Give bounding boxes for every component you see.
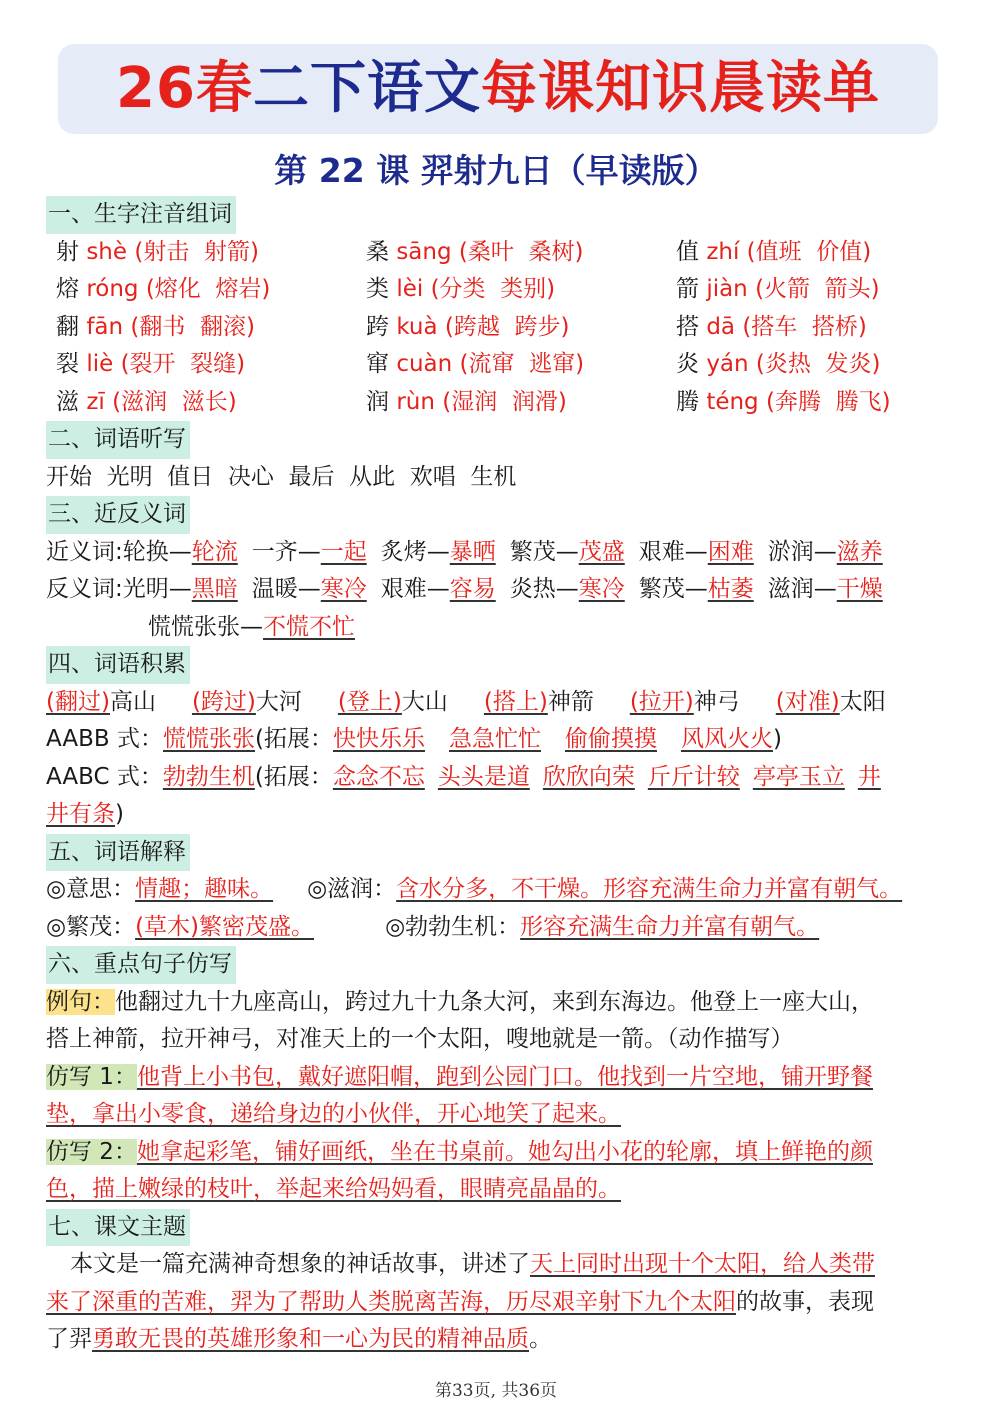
theme-text: 。: [529, 1326, 552, 1352]
theme-highlight: 勇敢无畏的英雄形象和一心为民的精神品质: [92, 1326, 529, 1352]
explanation-row-2: [46, 909, 951, 947]
antonyms-word: 炎热—: [509, 576, 579, 602]
example-label: 例句：: [46, 988, 115, 1015]
character: 值: [676, 238, 699, 265]
antonyms-answer: 枯萎: [707, 576, 754, 602]
imitate2-line-2: [46, 1171, 951, 1209]
imitate2-text: 她拿起彩笔，铺好画纸，坐在书桌前。她勾出小花的轮廓，填上鲜艳的颜: [136, 1138, 873, 1165]
explanation-term: ◎勃勃生机：: [385, 913, 521, 940]
pinyin: sāng: [396, 238, 452, 265]
character: 翻: [56, 313, 79, 340]
character: 熔: [56, 276, 79, 302]
antonyms-extra-row: [46, 609, 951, 647]
theme-line-2: [46, 1284, 951, 1322]
section-heading-sentences: 六、重点句子仿写: [46, 946, 236, 984]
word-group: (流窜 逃窜): [459, 351, 585, 377]
character: 搭: [676, 313, 699, 340]
title-part-name: 每课知识晨读单: [480, 56, 880, 121]
synonyms-word: 艰难—: [638, 538, 708, 565]
theme-text: 的故事，表现: [736, 1288, 874, 1315]
aabb-close: ): [772, 726, 782, 752]
aabc-wrap-word: 井有条: [46, 801, 115, 827]
pinyin: yán: [706, 351, 749, 377]
antonyms-answer: 干燥: [836, 576, 883, 602]
dictation-words: 开始 光明 值日 决心 最后 从此 欢唱 生机: [46, 463, 517, 490]
pinyin: zī: [86, 388, 105, 415]
word-group: (火箭 箭头): [755, 276, 880, 302]
lesson-subtitle: 第 22 课 羿射九日（早读版）: [274, 151, 718, 190]
explanation-definition: 形容充满生命力并富有朝气。: [520, 913, 820, 940]
pinyin: shè: [86, 238, 128, 265]
synonyms-answer: 困难: [707, 538, 754, 565]
title-part-year: 26春: [116, 56, 253, 121]
antonyms-answer: 容易: [449, 576, 496, 602]
character-entry: [356, 384, 666, 422]
aabb-extension-word: 偷偷摸摸: [564, 726, 657, 752]
synonyms-label: 近义词:: [46, 538, 123, 565]
character-grid: [46, 234, 951, 422]
character: 滋: [56, 388, 79, 415]
synonyms-answer: 茂盛: [578, 538, 625, 565]
verb-answer: (登上): [337, 688, 402, 715]
content: [46, 196, 951, 1359]
character: 射: [56, 238, 79, 265]
aabc-extension-word: 井: [857, 763, 881, 790]
antonyms-label: 反义词:: [46, 576, 123, 602]
antonyms-word: 温暖—: [251, 576, 321, 602]
character-entry: [356, 309, 666, 347]
section-heading-explanations: 五、词语解释: [46, 834, 190, 872]
character: 裂: [56, 351, 79, 377]
antonym-extra-word: 慌慌张张—: [148, 613, 263, 640]
verb-noun-row: [46, 684, 951, 722]
word-group: (熔化 熔岩): [145, 276, 271, 302]
noun-word: 大山: [401, 688, 448, 715]
character-entry: [666, 384, 951, 422]
aabb-extension-word: 快快乐乐: [332, 726, 425, 752]
antonyms-word: 滋润—: [767, 576, 837, 602]
character-entry: [666, 309, 951, 347]
section-heading-characters: 一、生字注音组词: [46, 196, 236, 234]
section-heading-accumulation: 四、词语积累: [46, 646, 190, 684]
word-group: (分类 类别): [430, 276, 556, 302]
pinyin: cuàn: [396, 351, 453, 377]
aabc-wrap-row: [46, 796, 951, 834]
noun-word: 大河: [255, 688, 302, 715]
character: 跨: [366, 313, 389, 340]
explanation-term: ◎意思：: [46, 876, 136, 902]
theme-text: 本文是一篇充满神奇想象的神话故事，讲述了: [70, 1251, 530, 1277]
pinyin: kuà: [396, 313, 438, 340]
character: 类: [366, 276, 389, 302]
synonyms-answer: 暴晒: [449, 538, 496, 565]
verb-answer: (搭上): [483, 688, 548, 715]
imitate2-label: 仿写 2：: [46, 1138, 137, 1165]
word-group: (炎热 发炎): [755, 351, 881, 377]
imitate1-line-1: [46, 1059, 951, 1097]
aabb-extension-word: 风风火火: [680, 726, 773, 752]
synonyms-word: 轮换—: [122, 538, 192, 565]
word-group: (桑叶 桑树): [458, 238, 584, 265]
section-heading-dictation: 二、词语听写: [46, 421, 190, 459]
word-group: (射击 射箭): [134, 238, 259, 265]
synonyms-word: 繁茂—: [509, 538, 579, 565]
explanation-term: ◎滋润：: [307, 876, 397, 902]
aabc-extension-word: 斤斤计较: [647, 763, 740, 790]
character-entry: [356, 234, 666, 272]
page-title: [58, 44, 938, 134]
aabb-main: 慌慌张张: [162, 726, 255, 752]
aabc-main: 勃勃生机: [162, 763, 255, 790]
synonyms-answer: 滋养: [836, 538, 883, 565]
character-entry: [46, 271, 356, 309]
synonyms-answer: 轮流: [191, 538, 238, 565]
verb-answer: (翻过): [46, 688, 110, 715]
theme-highlight: 天上同时出现十个太阳，给人类带: [530, 1251, 875, 1277]
aabb-ext-label: (拓展：: [254, 726, 333, 752]
antonyms-row: [46, 571, 951, 609]
verb-answer: (跨过): [191, 688, 256, 715]
example-line-2: 搭上神箭，拉开神弓，对准天上的一个太阳，嗖地就是一箭。（动作描写）: [46, 1026, 794, 1052]
antonyms-answer: 寒冷: [320, 576, 367, 602]
aabc-ext-label: (拓展：: [254, 763, 333, 790]
character-entry: [46, 234, 356, 272]
character-entry: [46, 384, 356, 422]
character: 腾: [676, 388, 699, 415]
pinyin: róng: [86, 276, 139, 302]
character-entry: [46, 346, 356, 384]
aabc-extension-word: 念念不忘: [332, 763, 425, 790]
character: 炎: [676, 351, 699, 377]
pinyin: jiàn: [706, 276, 748, 302]
antonyms-word: 艰难—: [380, 576, 450, 602]
theme-line-3: [46, 1321, 951, 1359]
word-group: (奔腾 腾飞): [765, 388, 891, 415]
synonyms-answer: 一起: [320, 538, 367, 565]
section-heading-synonyms-antonyms: 三、近反义词: [46, 496, 190, 534]
aabb-label: AABB 式：: [46, 726, 163, 752]
title-banner: [58, 44, 938, 134]
imitate1-text: 垫，拿出小零食，递给身边的小伙伴，开心地笑了起来。: [46, 1101, 621, 1127]
imitate2-line-1: [46, 1134, 951, 1172]
antonyms-answer: 黑暗: [191, 576, 238, 602]
character-entry: [356, 346, 666, 384]
pinyin: dā: [706, 313, 736, 340]
synonyms-word: 淤润—: [767, 538, 837, 565]
character: 桑: [366, 238, 389, 265]
verb-answer: (对准): [775, 688, 840, 715]
character: 窜: [366, 351, 389, 377]
aabc-close: ): [115, 801, 124, 827]
pinyin: téng: [706, 388, 759, 415]
pinyin: rùn: [396, 388, 435, 415]
character-entry: [666, 234, 951, 272]
synonyms-word: 一齐—: [251, 538, 321, 565]
explanation-definition: 含水分多，不干燥。形容充满生命力并富有朝气。: [396, 876, 903, 902]
word-group: (裂开 裂缝): [120, 351, 246, 377]
example-line-1: [46, 984, 951, 1022]
noun-word: 太阳: [839, 688, 886, 715]
aabc-extension-word: 欣欣向荣: [542, 763, 635, 790]
aabb-extension-word: 急急忙忙: [448, 726, 541, 752]
pinyin: lèi: [396, 276, 424, 302]
antonyms-word: 光明—: [122, 576, 192, 602]
imitate2-text: 色，描上嫩绿的枝叶，举起来给妈妈看，眼睛亮晶晶的。: [46, 1176, 621, 1202]
word-group: (滋润 滋长): [112, 388, 237, 415]
character-entry: [666, 346, 951, 384]
character-entry: [46, 309, 356, 347]
word-group: (翻书 翻滚): [130, 313, 255, 340]
aabc-label: AABC 式：: [46, 763, 163, 790]
aabc-row: [46, 759, 951, 797]
pinyin: liè: [86, 351, 114, 377]
pinyin: fān: [86, 313, 124, 340]
character-entry: [356, 271, 666, 309]
antonyms-answer: 寒冷: [578, 576, 625, 602]
title-part-grade: 二下语文: [252, 56, 481, 121]
aabc-extension-word: 亭亭玉立: [752, 763, 845, 790]
character-entry: [666, 271, 951, 309]
word-group: (值班 价值): [746, 238, 872, 265]
theme-line-1: [46, 1246, 951, 1284]
character: 润: [366, 388, 389, 415]
pinyin: zhí: [706, 238, 740, 265]
synonyms-row: [46, 534, 951, 572]
explanation-definition: 情趣；趣味。: [135, 876, 274, 902]
explanation-definition: (草木)繁密茂盛。: [135, 913, 315, 940]
theme-highlight: 来了深重的苦难，羿为了帮助人类脱离苦海，历尽艰辛射下九个太阳: [46, 1288, 736, 1315]
aabb-row: [46, 721, 951, 759]
noun-word: 神箭: [547, 688, 594, 715]
imitate1-text: 他背上小书包，戴好遮阳帽，跑到公园门口。他找到一片空地，铺开野餐: [136, 1063, 873, 1090]
aabc-extension-word: 头头是道: [437, 763, 530, 790]
page-number: 第33页, 共36页: [434, 1381, 558, 1401]
section-heading-theme: 七、课文主题: [46, 1209, 190, 1247]
imitate1-line-2: [46, 1096, 951, 1134]
noun-word: 神弓: [693, 688, 740, 715]
word-group: (搭车 搭桥): [742, 313, 867, 340]
synonyms-word: 炙烤—: [380, 538, 450, 565]
theme-text: 了羿: [46, 1326, 92, 1352]
example-text: 他翻过九十九座高山，跨过九十九条大河，来到东海边。他登上一座大山，: [115, 988, 874, 1015]
word-group: (湿润 润滑): [442, 388, 567, 415]
noun-word: 高山: [109, 688, 156, 715]
word-group: (跨越 跨步): [444, 313, 570, 340]
antonym-extra-answer: 不慌不忙: [263, 613, 355, 640]
antonyms-word: 繁茂—: [638, 576, 708, 602]
explanation-term: ◎繁茂：: [46, 913, 136, 940]
verb-answer: (拉开): [629, 688, 694, 715]
character: 箭: [676, 276, 699, 302]
imitate1-label: 仿写 1：: [46, 1063, 137, 1090]
explanation-row-1: [46, 871, 951, 909]
